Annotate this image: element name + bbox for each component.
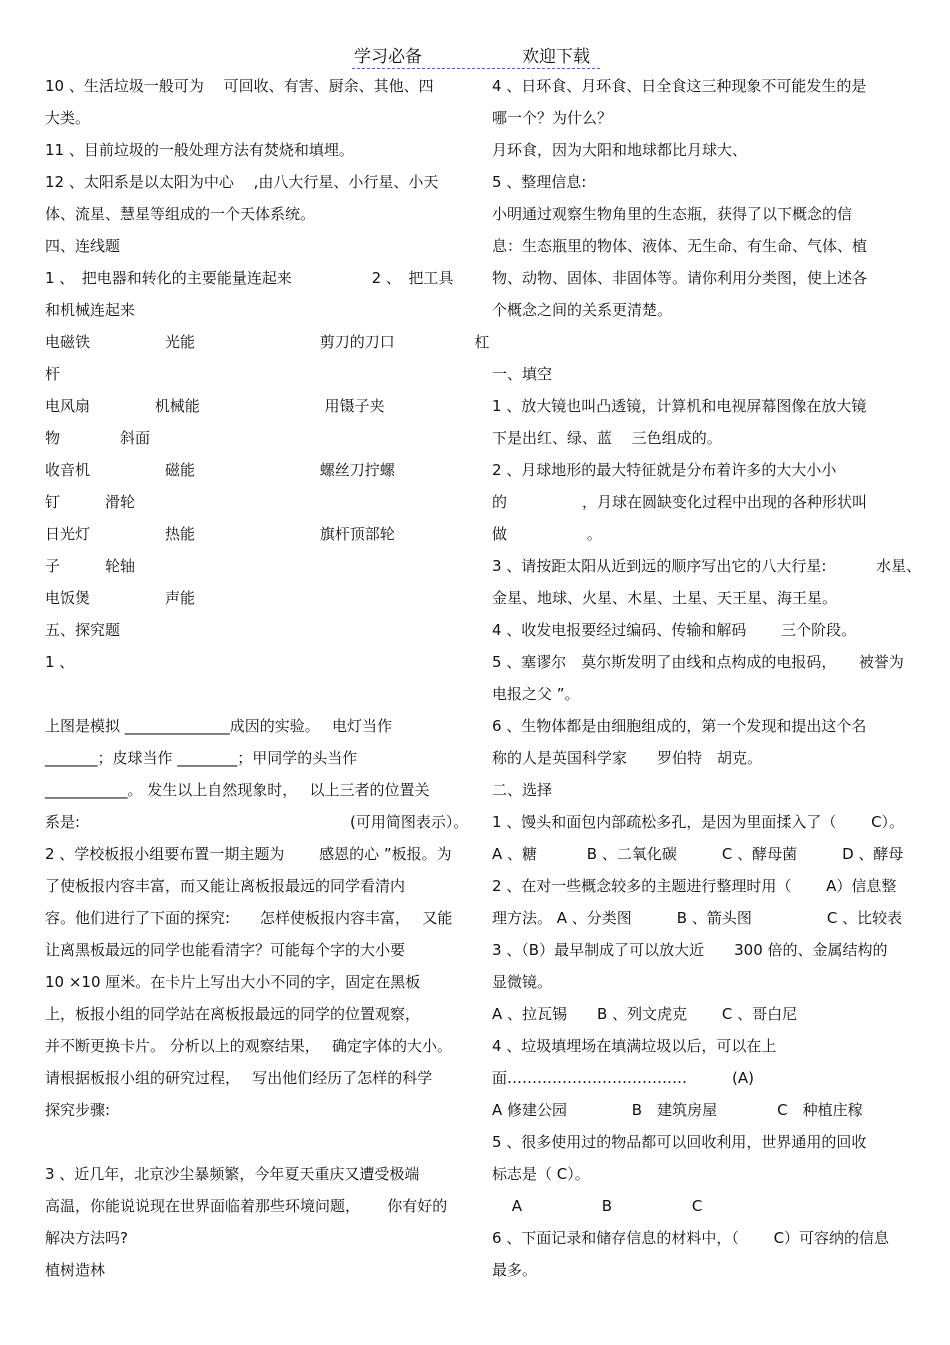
text-line: 体、流星、慧星等组成的一个天体系统。 [45,205,316,223]
text-line: 10 、生活垃圾一般可为 可回收、有害、厨余、其他、四 [45,77,434,95]
header-right: 欢迎下载 [522,47,590,67]
section-heading: 五、探究题 [45,621,121,639]
text-line: 收音机 磁能 螺丝刀拧螺 [45,461,395,479]
section-heading: 四、连线题 [45,237,121,255]
text-line: 让离黑板最远的同学也能看清字？可能每个字的大小要 [45,941,406,959]
text-line: 钉 滑轮 [45,493,136,511]
text-line: 了使板报内容丰富，而又能让离板报最远的同学看清内 [45,877,406,895]
text-line: 物、动物、固体、非固体等。请你利用分类图，使上述各 [492,269,868,287]
text-line: 和机械连起来 [45,301,136,319]
text-line: 称的人是英国科学家 罗伯特 胡克。 [492,749,763,767]
options-line: A 、糖 B 、二氧化碳 C 、酵母菌 D 、酵母 [492,845,904,863]
text-line: 小明通过观察生物角里的生态瓶，获得了以下概念的信 [492,205,853,223]
blank-space [492,328,912,360]
text-line: 请根据板报小组的研究过程， 写出他们经历了怎样的科学 [45,1069,433,1087]
text-line: 个概念之间的关系更清楚。 [492,301,673,319]
text-line: 金星、地球、火星、木星、土星、天王星、海王星。 [492,589,838,607]
text-line: 上，板报小组的同学站在离板报最远的同学的位置观察， [45,1005,421,1023]
text-line: 4 、垃圾填埋场在填满垃圾以后，可以在上 [492,1037,777,1055]
text-line: 系是: (可用简图表示）。 [45,813,469,831]
text-line: 3 、近几年，北京沙尘暴频繁，今年夏天重庆又遭受极端 [45,1165,420,1183]
text-line: 息：生态瓶里的物体、液体、无生命、有生命、气体、植 [492,237,868,255]
text-line: 5 、塞谬尔 莫尔斯发明了由线和点构成的电报码， 被誉为 [492,653,904,671]
text-line: 电饭煲 声能 [45,589,196,607]
text-line: 1 、放大镜也叫凸透镜，计算机和电视屏幕图像在放大镜 [492,397,867,415]
text-line: 4 、日环食、月环食、日全食这三种现象不可能发生的是 [492,77,867,95]
text-line: 电报之父 ”。 [492,685,580,703]
text-line: 1 、 把电器和转化的主要能量连起来 2 、 把工具 [45,269,454,287]
text-line: 显微镜。 [492,973,553,991]
text-line: ___________。 发生以上自然现象时， 以上三者的位置关 [45,781,430,799]
text-line: 6 、生物体都是由细胞组成的，第一个发现和提出这个名 [492,717,867,735]
text-line: 6 、下面记录和储存信息的材料中，（ C）可容纳的信息 [492,1229,890,1247]
section-heading: 二、选择 [492,781,553,799]
text-line: 杆 [45,365,61,383]
text-line: 下是出红、绿、蓝 三色组成的。 [492,429,722,447]
text-line: 12 、太阳系是以太阳为中心 ,由八大行星、小行星、小天 [45,173,439,191]
text-line: 1 、馒头和面包内部疏松多孔，是因为里面揉入了（ C）。 [492,813,905,831]
text-line: 5 、很多使用过的物品都可以回收利用，世界通用的回收 [492,1133,867,1151]
text-line: 解决方法吗? [45,1229,128,1247]
text-line: 标志是（ C）。 [492,1165,590,1183]
text-line: _______；皮球当作 ________；甲同学的头当作 [45,749,358,767]
text-line: 高温，你能说说现在世界面临着那些环境问题， 你有好的 [45,1197,448,1215]
text-line: 10 ×10 厘米。在卡片上写出大小不同的字，固定在黑板 [45,973,421,991]
options-line: A B C [492,1197,703,1215]
text-line: 日光灯 热能 旗杆顶部轮 [45,525,395,543]
text-line: 2 、在对一些概念较多的主题进行整理时用（ A）信息整 [492,877,897,895]
text-line: 2 、月球地形的最大特征就是分布着许多的大大小小 [492,461,837,479]
section-heading: 一、填空 [492,365,553,383]
text-line: 面……………………………… (A) [492,1069,754,1087]
options-line: A 修建公园 B 建筑房屋 C 种植庄稼 [492,1101,863,1119]
text-line: 探究步骤: [45,1101,111,1119]
text-line: 11 、目前垃圾的一般处理方法有焚烧和填埋。 [45,141,354,159]
header-left: 学习必备 [354,47,422,67]
text-line: 5 、整理信息: [492,173,587,191]
page-header [352,42,600,69]
text-line: 电磁铁 光能 剪刀的刀口 杠 [45,333,490,351]
text-line: 3 、请按距太阳从近到远的顺序写出它的八大行星: 水星、 [492,557,922,575]
text-line: 电风扇 机械能 用镊子夹 [45,397,385,415]
text-line: 物 斜面 [45,429,151,447]
text-line: 子 轮轴 [45,557,136,575]
text-line: 容。他们进行了下面的探究: 怎样使板报内容丰富， 又能 [45,909,453,927]
options-line: A 、拉瓦锡 B 、列文虎克 C 、哥白尼 [492,1005,798,1023]
blank-space [45,680,460,712]
text-line: 哪一个？为什么？ [492,109,613,127]
text-line: 最多。 [492,1261,538,1279]
blank-space [45,1128,460,1160]
left-column [45,72,490,1288]
text-line: 1 、 [45,653,75,671]
text-line: 大类。 [45,109,91,127]
text-line: 上图是模拟 ______________成因的实验。 电灯当作 [45,717,393,735]
text-line: 并不断更换卡片。 分析以上的观察结果， 确定字体的大小。 [45,1037,453,1055]
text-line: 3 、（B）最早制成了可以放大近 300 倍的、金属结构的 [492,941,888,959]
text-line: 做 。 [492,525,602,543]
answer-line: 月环食，因为大阳和地球都比月球大、 [492,141,748,159]
right-column [492,72,922,1288]
answer-line: 植树造林 [45,1261,106,1279]
text-line: 2 、学校板报小组要布置一期主题为 感恩的心 ”板报。为 [45,845,452,863]
options-line: 理方法。 A 、分类图 B 、箭头图 C 、比较表 [492,909,903,927]
text-line: 的 ，月球在圆缺变化过程中出现的各种形状叫 [492,493,868,511]
text-line: 4 、收发电报要经过编码、传输和解码 三个阶段。 [492,621,857,639]
